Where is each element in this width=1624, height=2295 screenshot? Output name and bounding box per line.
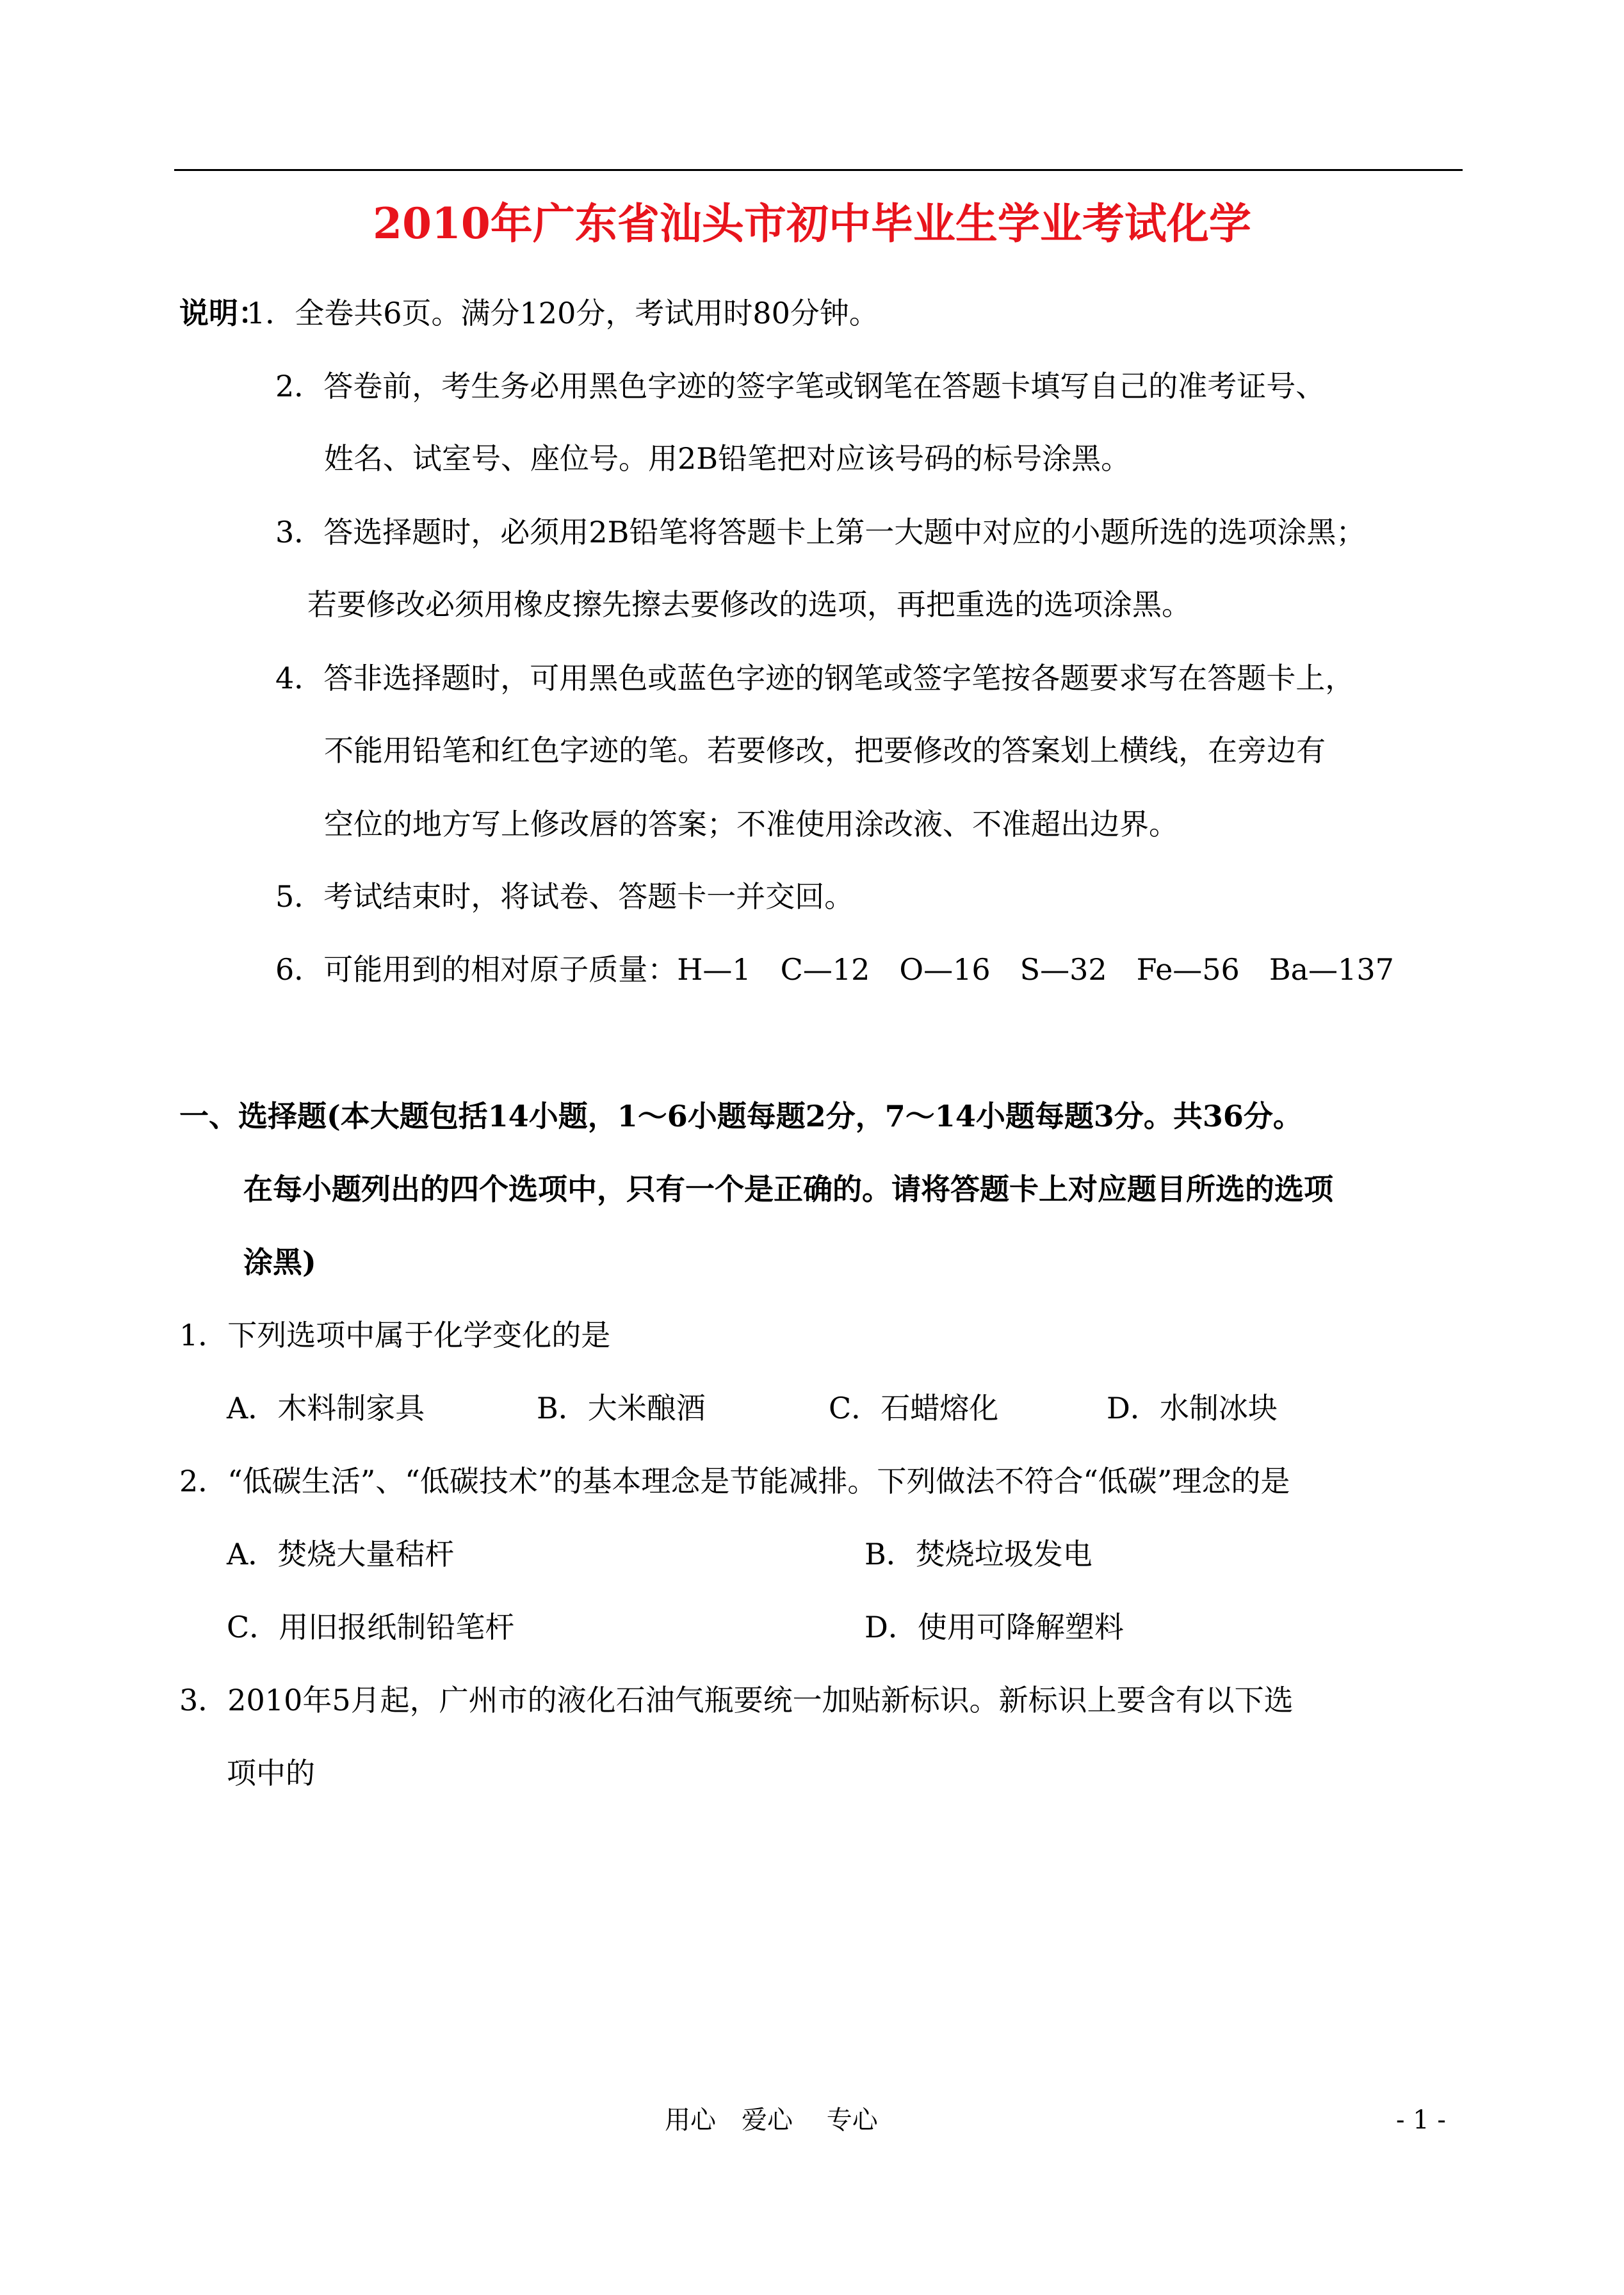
question-2-option-d: D．使用可降解塑料 <box>865 1610 1124 1644</box>
question-3-stem-line-2: 项中的 <box>227 1756 315 1790</box>
question-1-option-a: A．木料制家具 <box>227 1391 425 1425</box>
note-2-line-2: 姓名、试室号、座位号。用2B铅笔把对应该号码的标号涂黑。 <box>324 441 1131 476</box>
note-6: 6．可能用到的相对原子质量：H—1 C—12 O—16 S—32 Fe—56 Ba—137 <box>275 952 1394 987</box>
note-4-line-3: 空位的地方写上修改唇的答案；不准使用涂改液、不准超出边界。 <box>324 807 1178 841</box>
note-3-line-1: 3．答选择题时，必须用2B铅笔将答题卡上第一大题中对应的小题所选的选项涂黑； <box>275 515 1366 549</box>
notes-label: 说明： <box>179 296 268 330</box>
section-heading-line-1: 一、选择题(本大题包括14小题，1～6小题每题2分，7～14小题每题3分。共36分。 <box>179 1099 1303 1133</box>
question-2-option-c: C．用旧报纸制铅笔杆 <box>227 1610 515 1644</box>
header-rule <box>174 169 1463 171</box>
question-3-stem-line-1: 3．2010年5月起，广州市的液化石油气瓶要统一加贴新标识。新标识上要含有以下选 <box>179 1683 1294 1717</box>
question-1-option-b: B．大米酿酒 <box>537 1391 706 1425</box>
question-2-stem: 2．“低碳生活”、“低碳技术”的基本理念是节能减排。下列做法不符合“低碳”理念的是 <box>179 1464 1290 1498</box>
section-heading-line-2: 在每小题列出的四个选项中，只有一个是正确的。请将答题卡上对应题目所选的选项 <box>243 1172 1333 1206</box>
question-1-option-d: D．水制冰块 <box>1107 1391 1278 1425</box>
question-1-option-c: C．石蜡熔化 <box>829 1391 999 1425</box>
question-1-stem: 1．下列选项中属于化学变化的是 <box>179 1318 611 1352</box>
note-4-line-1: 4．答非选择题时，可用黑色或蓝色字迹的钢笔或签字笔按各题要求写在答题卡上， <box>275 661 1355 695</box>
question-2-option-a: A．焚烧大量秸杆 <box>227 1537 455 1571</box>
note-4-line-2: 不能用铅笔和红色字迹的笔。若要修改，把要修改的答案划上横线，在旁边有 <box>324 733 1326 768</box>
note-1: 1．全卷共6页。满分120分，考试用时80分钟。 <box>247 296 879 330</box>
section-heading-line-3: 涂黑) <box>243 1245 316 1279</box>
footer-motto: 用心 爱心 专心 <box>665 2105 878 2135</box>
page-number: - 1 - <box>1396 2105 1446 2135</box>
page-title: 2010年广东省汕头市初中毕业生学业考试化学 <box>373 199 1251 248</box>
note-2-line-1: 2．答卷前，考生务必用黑色字迹的签字笔或钢笔在答题卡填写自己的准考证号、 <box>275 369 1326 403</box>
question-2-option-b: B．焚烧垃圾发电 <box>865 1537 1092 1571</box>
note-5: 5．考试结束时，将试卷、答题卡一并交回。 <box>275 879 854 914</box>
note-3-line-2: 若要修改必须用橡皮擦先擦去要修改的选项，再把重选的选项涂黑。 <box>307 587 1191 622</box>
